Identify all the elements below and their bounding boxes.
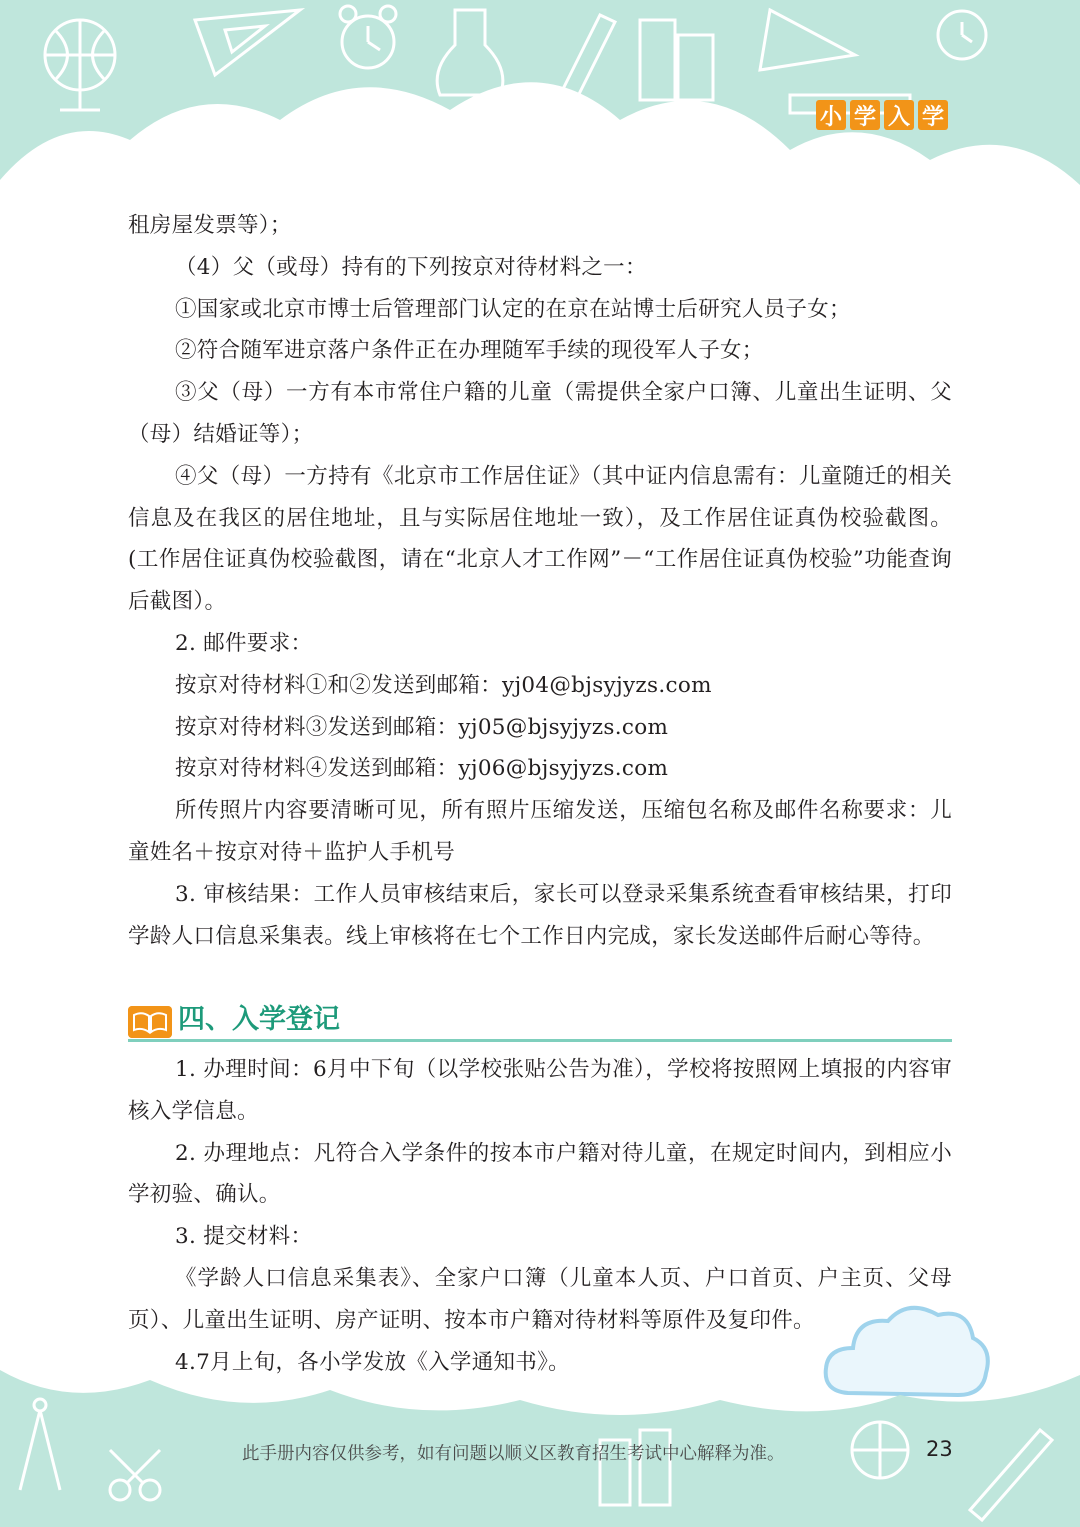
paragraph-mail-3: 按京对待材料④发送到邮箱：yj06@bjsyjyzs.com (175, 756, 669, 782)
badge-char-1: 小 (816, 100, 846, 130)
page-number: 23 (926, 1437, 953, 1461)
section-title: 四、入学登记 (178, 1004, 340, 1035)
body-text (128, 205, 952, 957)
paragraph-mail-1: 按京对待材料①和②发送到邮箱：yj04@bjsyjyzs.com (175, 672, 712, 698)
paragraph-notice: 4.7月上旬，各小学发放《入学通知书》。 (175, 1349, 570, 1375)
badge-char-2: 学 (850, 100, 880, 130)
paragraph-location: 2. 办理地点：凡符合入学条件的按本市户籍对待儿童，在规定时间内，到相应小学初验、确认。 (128, 1140, 952, 1208)
paragraph-sub-2: ②符合随军进京落户条件正在办理随军手续的现役军人子女； (175, 338, 764, 364)
paragraph-materials: 《学龄人口信息采集表》、全家户口簿（儿童本人页、户口首页、户主页、父母页）、儿童出生证明、房产证明、按本市户籍对待材料等原件及复印件。 (128, 1265, 952, 1333)
paragraph-materials-heading: 3. 提交材料： (175, 1224, 313, 1250)
paragraph-time: 1. 办理时间：6月中下旬（以学校张贴公告为准），学校将按照网上填报的内容审核入学信息。 (128, 1057, 952, 1124)
badge-char-4: 学 (918, 100, 948, 130)
globe-bottom-icon (852, 1422, 908, 1478)
section-heading (128, 1000, 952, 1042)
paragraph-item-4: （4）父（或母）持有的下列按京对待材料之一： (175, 254, 647, 280)
paragraph-mail-heading: 2. 邮件要求： (175, 630, 313, 656)
footer-disclaimer: 此手册内容仅供参考，如有问题以顺义区教育招生考试中心解释为准。 (242, 1444, 785, 1464)
badge-char-3: 入 (884, 100, 914, 130)
paragraph-sub-1: ①国家或北京市博士后管理部门认定的在京在站博士后研究人员子女； (175, 296, 851, 322)
section-underline (128, 1039, 952, 1042)
chapter-badge (816, 100, 948, 130)
paragraph-sub-3: ③父（母）一方有本市常住户籍的儿童（需提供全家户口簿、儿童出生证明、父（母）结婚证等）； (128, 380, 952, 447)
paragraph-review-result: 3. 审核结果：工作人员审核结束后，家长可以登录采集系统查看审核结果，打印学龄人口信息采集表。线上审核将在七个工作日内完成，家长发送邮件后耐心等待。 (128, 881, 952, 949)
paragraph-sub-4: ④父（母）一方持有《北京市工作居住证》（其中证内信息需有：儿童随迁的相关信息及在我区的居住地址，且与实际居住地址一致），及工作居住证真伪校验截图。(工作居住证真伪校验截图，请在“北京人才工作网”－“工作居住证真伪校验”功能查询后截图）。 (128, 463, 952, 615)
open-book-icon (128, 1006, 172, 1038)
paragraph-photo-note: 所传照片内容要清晰可见，所有照片压缩发送，压缩包名称及邮件名称要求：儿童姓名＋按京对待＋监护人手机号 (128, 798, 952, 865)
paragraph-continuation: 租房屋发票等）； (128, 213, 292, 238)
paragraph-mail-2: 按京对待材料③发送到邮箱：yj05@bjsyjyzs.com (175, 714, 669, 740)
